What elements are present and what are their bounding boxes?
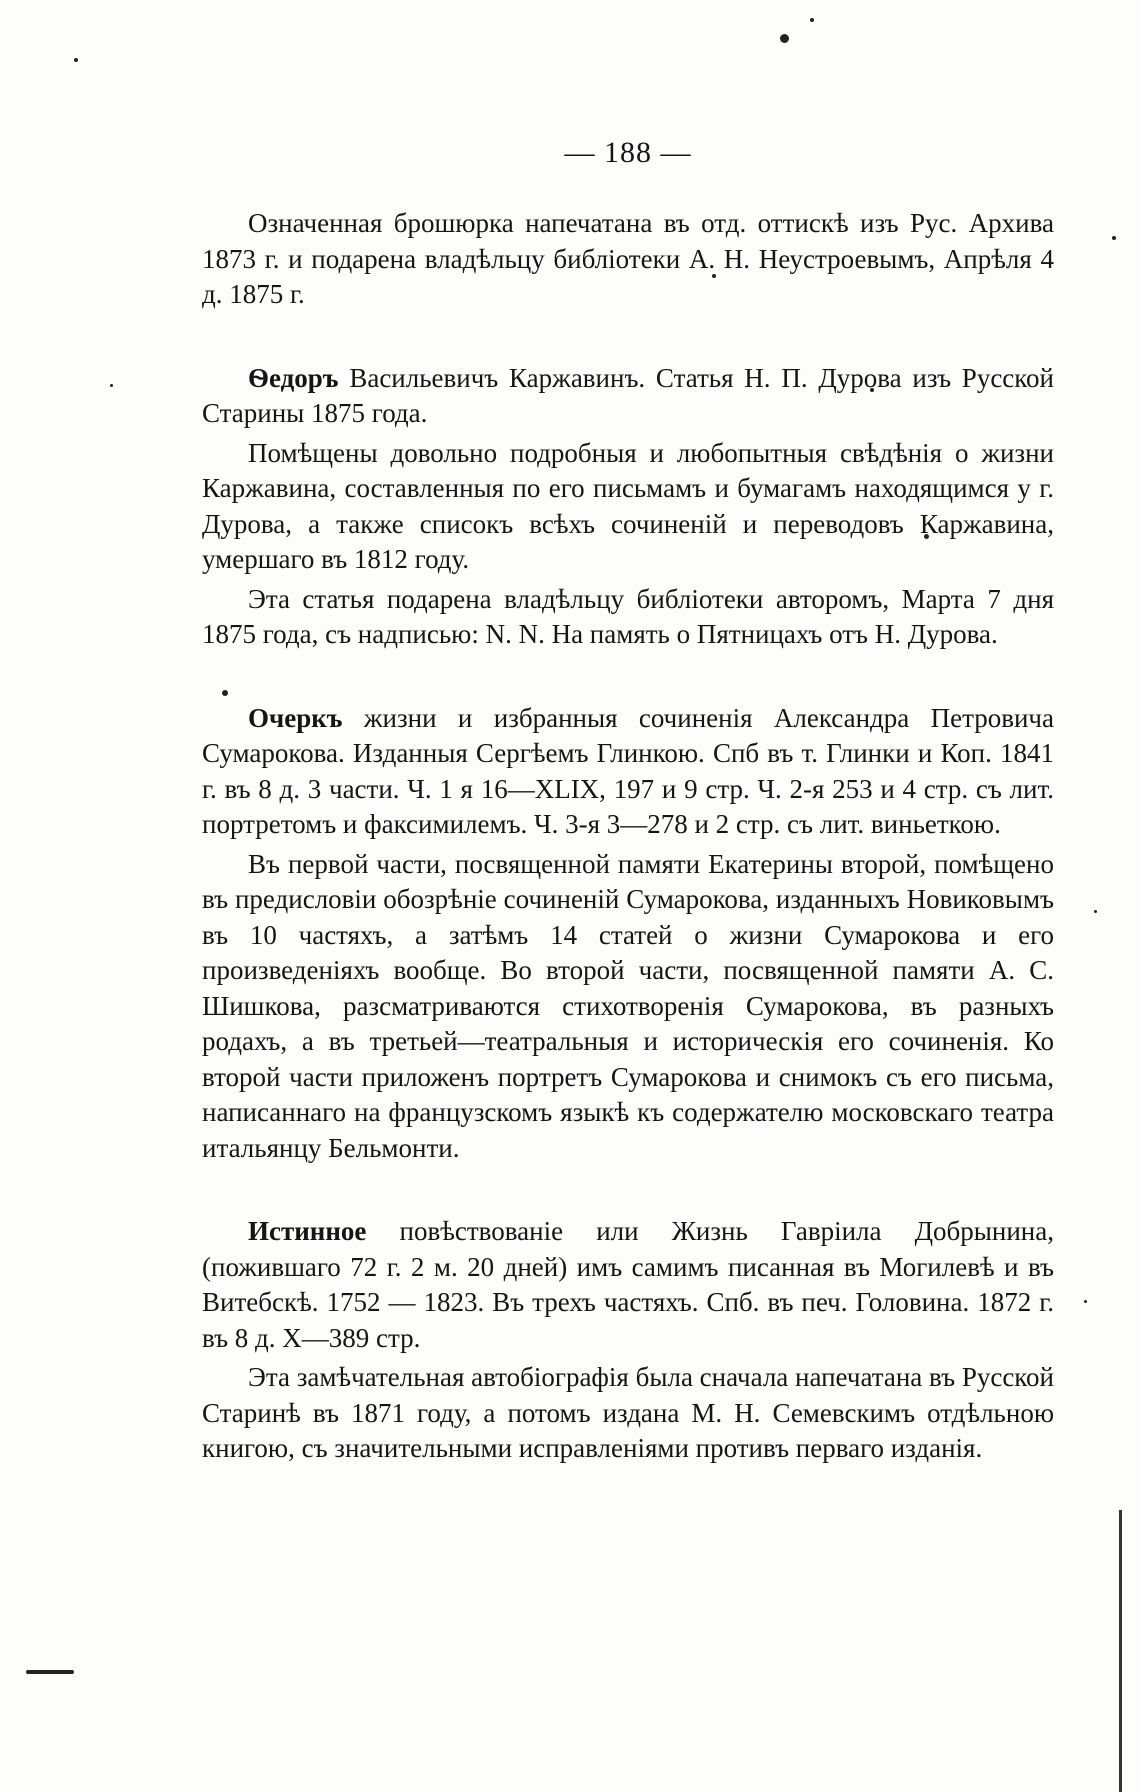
entry-heading-text: повѣствованіе или Жизнь Гавріила Добрынина, (пожившаго 72 г. 2 м. 20 дней) имъ самимъ писанная въ Могилевѣ и въ Витебскѣ. 1752 — 1823. Въ трехъ частяхъ. Спб. въ печ. Головина. 1872 г. въ 8 д. X—389 стр.: [202, 1216, 1054, 1353]
scan-speck: [810, 18, 814, 22]
scan-speck: [780, 34, 789, 43]
entry-heading: [202, 361, 1054, 432]
entry-note: Означенная брошюрка напечатана въ отд. оттискѣ изъ Рус. Архива 1873 г. и подарена владѣльцу библіотеки А. Н. Неустроевымъ, Апрѣля 4 д. 1875 г.: [202, 208, 1054, 309]
margin-mark: [26, 1670, 74, 1674]
entry-heading: [202, 701, 1054, 843]
catalog-entry: [202, 361, 1054, 653]
entry-description: Въ первой части, посвященной памяти Екатерины второй, помѣщено въ предисловіи обозрѣніе сочиненій Сумарокова, изданныхъ Новиковымъ въ 10 частяхъ, а затѣмъ 14 статей о жизни Сумарокова и его произведеніяхъ вообще. Во второй части, посвященной памяти А. С. Шишкова, разсматриваются стихотворенія Сумарокова, въ разныхъ родахъ, а въ третьей—театральныя и историческія его сочиненія. Ко второй части приложенъ портретъ Сумарокова и снимокъ съ его письма, написаннаго на французскомъ языкѣ къ содержателю московскаго театра итальянцу Бельмонти.: [202, 848, 1054, 1163]
catalog-entry: [202, 1214, 1054, 1467]
entry-heading-text: Васильевичъ Каржавинъ. Статья Н. П. Дурова изъ Русской Старины 1875 года.: [202, 362, 1054, 428]
entry-lead-word: Очеркъ: [248, 702, 343, 733]
entry-description: Эта замѣчательная автобіографія была сначала напечатана въ Русской Старинѣ въ 1871 году, а потомъ издана М. Н. Семевскимъ отдѣльною книгою, съ значительными исправленіями противъ перваго изданія.: [202, 1362, 1054, 1463]
entry-description: Помѣщены довольно подробныя и любопытныя свѣдѣнія о жизни Каржавина, составленныя по его письмамъ и бумагамъ находящимся у г. Дурова, а также списокъ всѣхъ сочиненій и переводовъ Каржавина, умершаго въ 1812 году.: [202, 437, 1054, 574]
entry-note: Эта статья подарена владѣльцу библіотеки авторомъ, Марта 7 дня 1875 года, съ надписью: N. N. На память о Пятницахъ отъ Н. Дурова.: [202, 583, 1054, 649]
page-number: — 188 —: [564, 136, 692, 169]
entry-heading: [202, 1214, 1054, 1356]
entry-lead-word: Истинное: [248, 1216, 367, 1246]
page-edge-shadow: [1119, 1510, 1122, 1792]
scan-speck: [1094, 910, 1097, 913]
catalog-entry: [202, 701, 1054, 1167]
scan-speck: [1112, 236, 1116, 240]
scan-speck: [110, 384, 113, 387]
entry-heading-text: жизни и избранныя сочиненія Александра Петровича Сумарокова. Изданныя Сергѣемъ Глинкою. Спб въ т. Глинки и Коп. 1841 г. въ 8 д. 3 части. Ч. 1 я 16—XLIX, 197 и 9 стр. Ч. 2-я 253 и 4 стр. съ лит. портретомъ и факсимилемъ. Ч. 3-я 3—278 и 2 стр. съ лит. виньеткою.: [202, 702, 1054, 839]
scan-speck: [74, 58, 78, 62]
catalog-entry: [202, 206, 1054, 313]
text-column: [202, 130, 1054, 1515]
entry-lead-word: Ѳедоръ: [248, 362, 339, 393]
scan-speck: [1084, 1300, 1087, 1303]
